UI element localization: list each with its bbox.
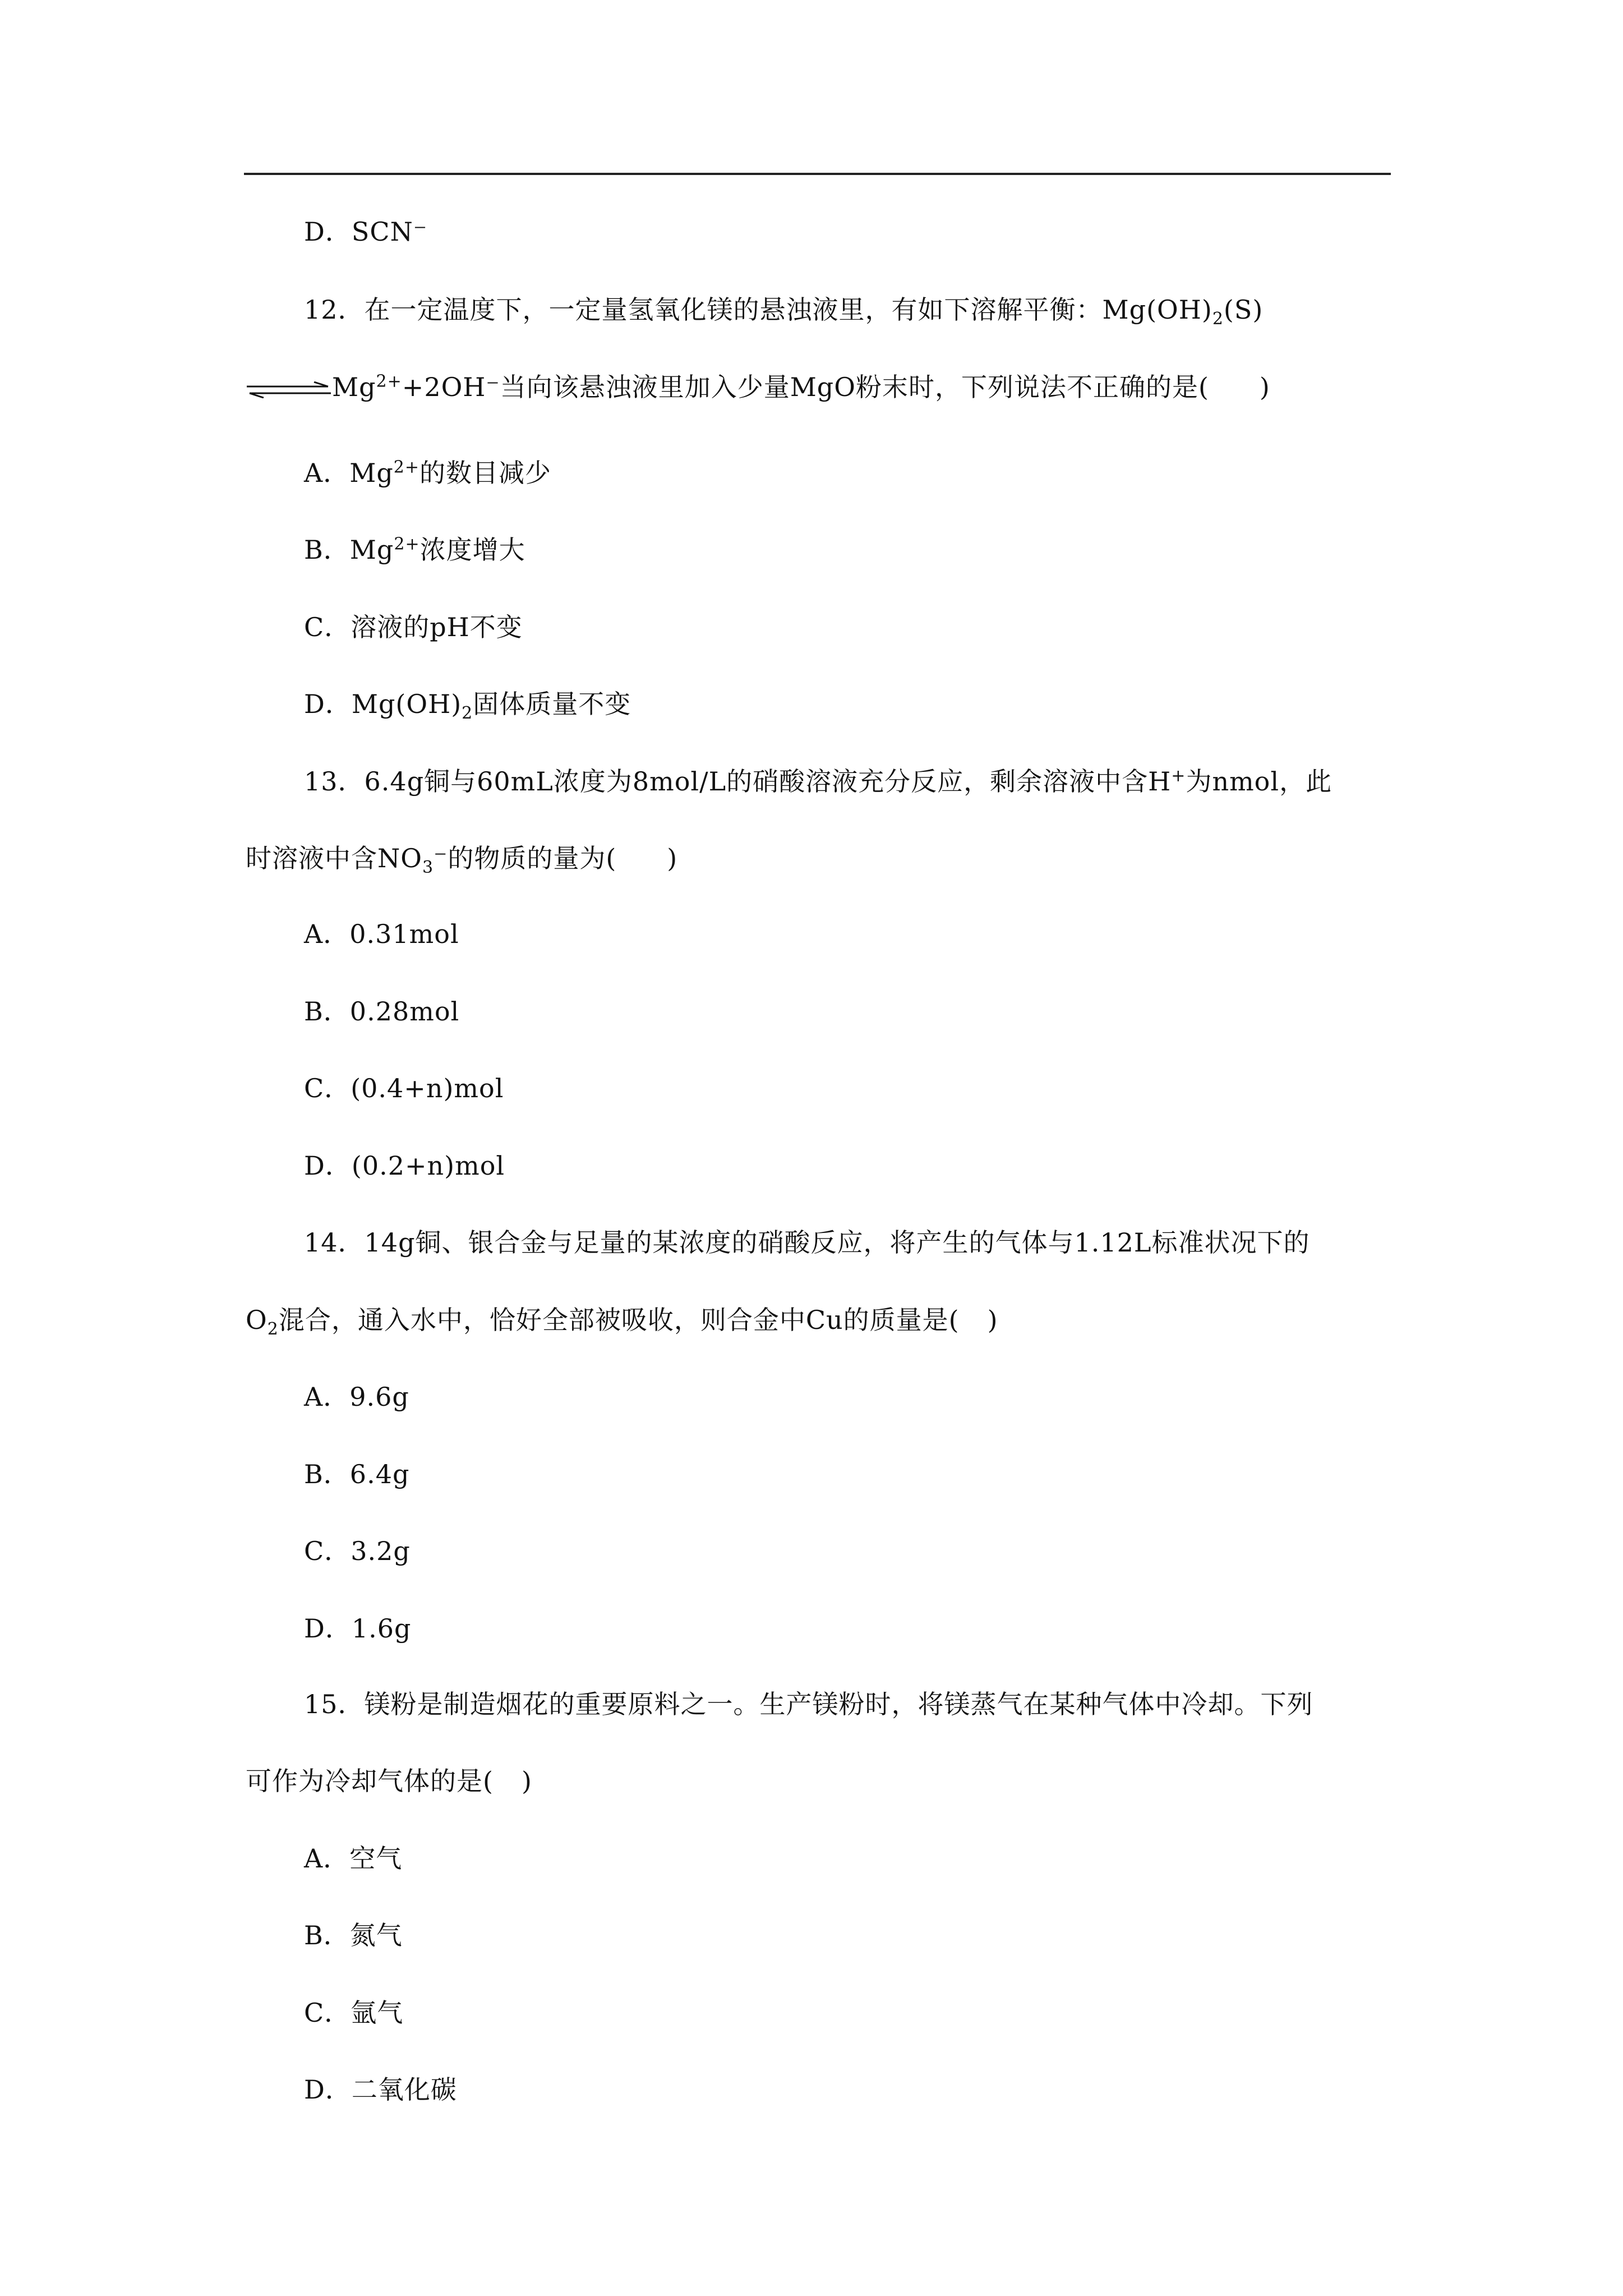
q15-stem: 15．镁粉是制造烟花的重要原料之一。生产镁粉时，将镁蒸气在某种气体中冷却。下列 [304, 1689, 1313, 1719]
q15-option-c: C．氩气 [304, 1998, 404, 2028]
q15-option-b: B．氮气 [304, 1920, 403, 1950]
q12-option-a: A．$Mg^{2+}$的数目减少 [304, 457, 552, 488]
q14-option-d: D．1.6g [304, 1613, 412, 1644]
q12-stem: 12．在一定温度下，一定量氢氧化镁的悬浊液里，有如下溶解平衡：$Mg(OH)_2(S)$ [304, 295, 1264, 329]
q11-option-d: D．SCN⁻ [304, 217, 428, 247]
q13-stem: 13．6.4g铜与60mL浓度为8mol/L的硝酸溶液充分反应，剩余溶液中含H+为nmol，此 [304, 766, 1332, 797]
q13-option-b: B．0.28mol [304, 996, 460, 1027]
q14-option-a: A．9.6g [304, 1382, 409, 1412]
q12-stem-continued: $Mg^{2+}+2OH^-$当向该悬浊液里加入少量MgO粉末时，下列说法不正确的是( ) [332, 371, 1270, 402]
header-rule [244, 173, 1391, 175]
equilibrium-arrow-icon [247, 381, 331, 398]
q15-option-d: D．二氧化碳 [304, 2074, 457, 2105]
q14-option-c: C．3.2g [304, 1536, 411, 1566]
q13-stem-continued: 时溶液中含$NO_3^-$的物质的量为( ) [246, 843, 678, 878]
q12-option-b: B．$Mg^{2+}$浓度增大 [304, 534, 525, 565]
q14-stem: 14．14g铜、银合金与足量的某浓度的硝酸反应，将产生的气体与1.12L标准状况下的 [304, 1227, 1310, 1258]
q15-stem-continued: 可作为冷却气体的是( ) [246, 1766, 532, 1796]
q14-option-b: B．6.4g [304, 1459, 410, 1489]
q13-option-c: C．(0.4+n)mol [304, 1073, 504, 1103]
q12-option-c: C．溶液的pH不变 [304, 612, 523, 642]
q13-option-d: D．(0.2+n)mol [304, 1151, 505, 1181]
q13-option-a: A．0.31mol [304, 919, 459, 949]
q15-option-a: A．空气 [304, 1843, 403, 1874]
q14-stem-continued: $O_2$混合，通入水中，恰好全部被吸收，则合金中Cu的质量是( ) [246, 1305, 998, 1340]
q12-option-d: D．$Mg(OH)_2$固体质量不变 [304, 689, 631, 724]
